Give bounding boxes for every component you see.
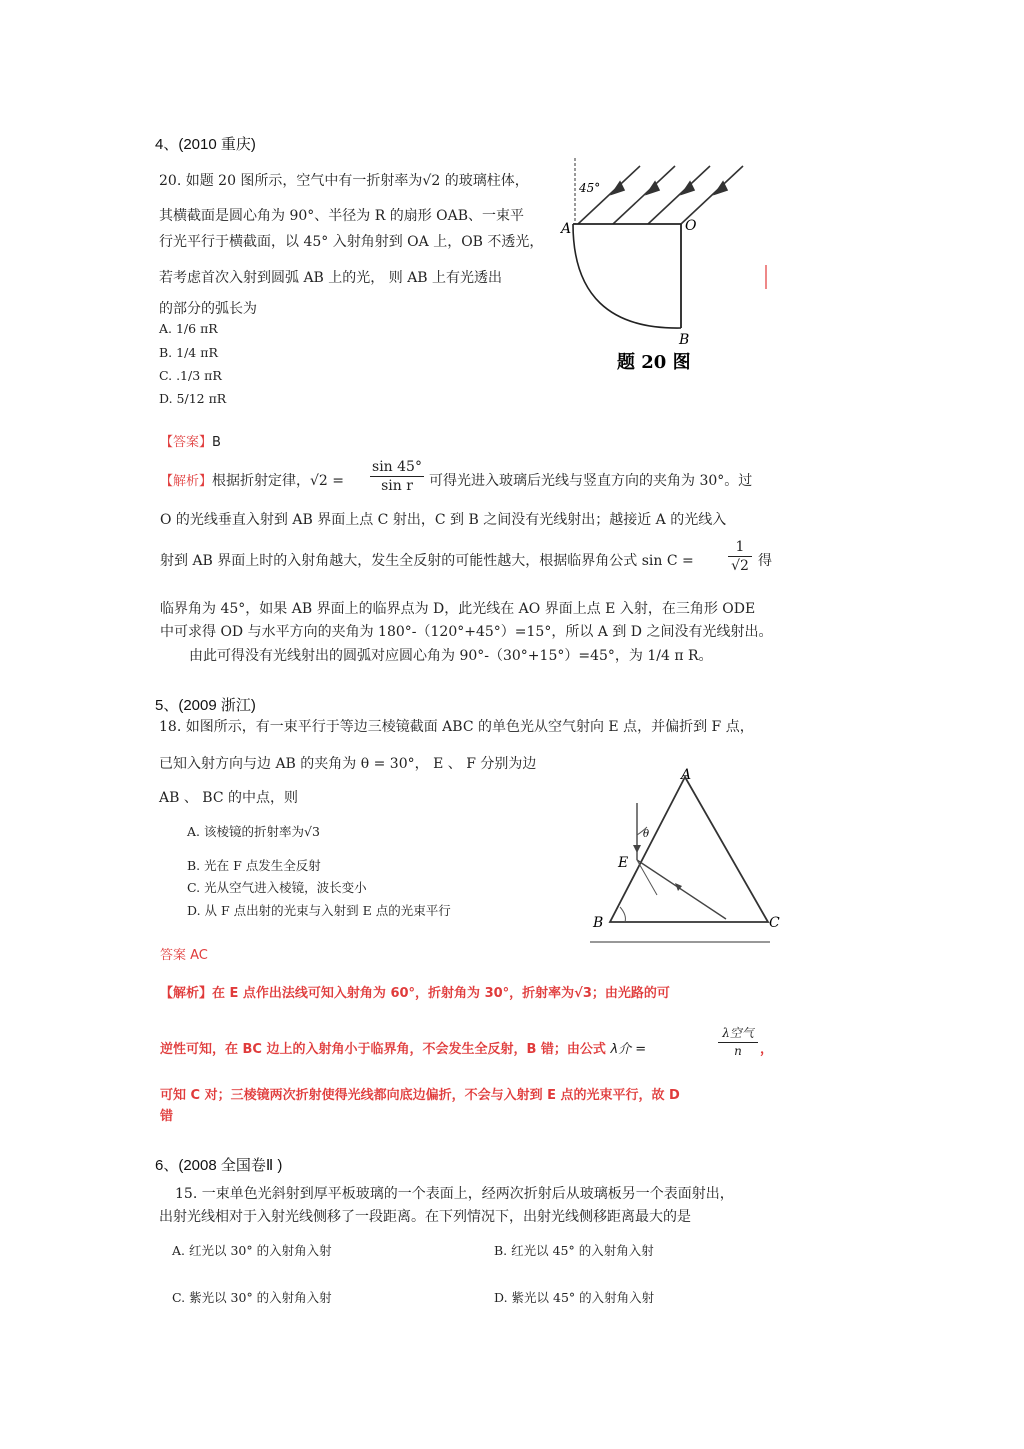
explain-text: 射到 AB 界面上时的入射角越大，发生全反射的可能性越大，根据临界角公式 [160,553,638,569]
equation-fraction [728,539,752,574]
point-c-label: C [769,915,780,931]
q4-option: D. 5/12 πR [159,391,227,406]
q4-answer [160,431,221,450]
point-e-label: E [618,855,629,871]
q6-stem-line: 15. 一束单色光斜射到厚平板玻璃的一个表面上，经两次折射后从玻璃板另一个表面射出， [175,1186,734,1202]
equation-left: λ介 = [610,1042,647,1057]
q5-stem-line: 18. 如图所示，有一束平行于等边三棱镜截面 ABC 的单色光从空气射向 E 点，并偏折到 F 点， [159,719,754,735]
margin-mark [765,265,767,289]
equation-fraction [718,1024,758,1058]
q6-option: C. 紫光以 30° 的入射角入射 [172,1290,332,1305]
point-b-label: B [679,332,690,348]
q5-explain-line: 错 [160,1109,174,1124]
q5-option: D. 从 F 点出射的光束与入射到 E 点的光束平行 [187,903,451,918]
explain-text: 逆性可知，在 BC 边上的入射角小于临界角，不会发生全反射，B 错；由公式 [160,1042,606,1057]
q4-option: A. 1/6 πR [159,321,218,336]
equation-fraction [370,459,424,494]
q4-explain-line: 得 [758,553,772,569]
q5-heading: 5、(2009 浙江) [155,697,256,714]
q5-stem-line: AB 、 BC 的中点，则 [159,790,299,806]
q4-explain-line: 临界角为 45°，如果 AB 界面上的临界点为 D，此光线在 AO 界面上点 E 入射，在三角形 ODE [160,601,756,617]
q5-option: A. 该棱镜的折射率为√3 [187,824,320,839]
theta-label: θ [643,829,650,840]
q4-explain-line [160,470,344,490]
fraction-numerator: λ空气 [722,1026,754,1040]
explain-text: 根据折射定律， [212,473,311,489]
q4-stem-line: 的部分的弧长为 [159,301,257,317]
point-a-label: A [681,767,692,783]
fraction-numerator: 1 [735,539,745,555]
q5-figure-prism [585,765,785,950]
point-o-label: O [685,218,697,234]
point-a-label: A [561,221,572,237]
q4-explain-line: O 的光线垂直入射到 AB 界面上点 C 射出，C 到 B 之间没有光线射出；越接近 A 的光线入 [160,512,727,528]
q6-stem-line: 出射光线相对于入射光线侧移了一段距离。在下列情况下，出射光线侧移距离最大的是 [159,1209,691,1225]
q4-explain-line: 可得光进入玻璃后光线与竖直方向的夹角为 30°。过 [429,473,753,489]
q6-heading: 6、(2008 全国卷Ⅱ ) [155,1157,283,1174]
fraction-denominator: n [734,1044,742,1058]
equation-left: sin C = [641,553,694,569]
fraction-denominator: √2 [731,558,749,574]
q5-explain-line: ， [760,1042,774,1057]
q4-explain-line [160,550,694,570]
fraction-denominator: sin r [381,478,413,494]
q5-option: C. 光从空气进入棱镜，波长变小 [187,880,367,895]
q4-stem-line: 行光平行于横截面，以 45° 入射角射到 OA 上，OB 不透光， [159,234,544,250]
parallel-rays [578,166,743,224]
q5-stem-line: 已知入射方向与边 AB 的夹角为 θ = 30°， E 、 F 分别为边 [159,756,537,772]
angle-label: 45° [579,181,601,195]
answer-tag: 【答案】 [160,435,213,450]
q4-option: B. 1/4 πR [159,345,218,360]
explain-tag: 【解析】 [160,474,213,489]
q4-figure-sector [561,158,775,380]
q5-explain-line: 【解析】在 E 点作出法线可知入射角为 60°，折射角为 30°，折射率为√3；由光路的可 [160,986,670,1001]
q6-option: A. 红光以 30° 的入射角入射 [172,1243,332,1258]
q6-option: D. 紫光以 45° 的入射角入射 [494,1290,655,1305]
q4-explain-line: 由此可得没有光线射出的圆弧对应圆心角为 90°-（30°+15°）=45°，为 1/4 π R。 [189,648,713,664]
q4-stem-line: 20. 如题 20 图所示，空气中有一折射率为√2 的玻璃柱体， [159,173,529,189]
q6-option: B. 红光以 45° 的入射角入射 [494,1243,654,1258]
q4-option: C. .1/3 πR [159,368,222,383]
q5-explain-line [160,1038,646,1057]
answer-value: B [212,435,221,450]
equation-left: √2 = [310,473,345,489]
q5-answer: 答案 AC [160,948,208,963]
q4-stem-line: 若考虑首次入射到圆弧 AB 上的光， 则 AB 上有光透出 [159,270,503,286]
figure-caption: 题 20 图 [617,352,691,373]
point-b-label: B [593,915,604,931]
q5-option: B. 光在 F 点发生全反射 [187,858,321,873]
q4-heading: 4、(2010 重庆) [155,136,256,153]
prism-triangle [610,777,768,922]
q5-explain-line: 可知 C 对；三棱镜两次折射使得光线都向底边偏折，不会与入射到 E 点的光束平行，故 D [160,1088,680,1103]
fraction-numerator: sin 45° [372,459,422,475]
q4-explain-line: 中可求得 OD 与水平方向的夹角为 180°-（120°+45°）=15°，所以 A 到 D 之间没有光线射出。 [160,624,773,640]
q4-stem-line: 其横截面是圆心角为 90°、半径为 R 的扇形 OAB、一束平 [159,208,525,224]
